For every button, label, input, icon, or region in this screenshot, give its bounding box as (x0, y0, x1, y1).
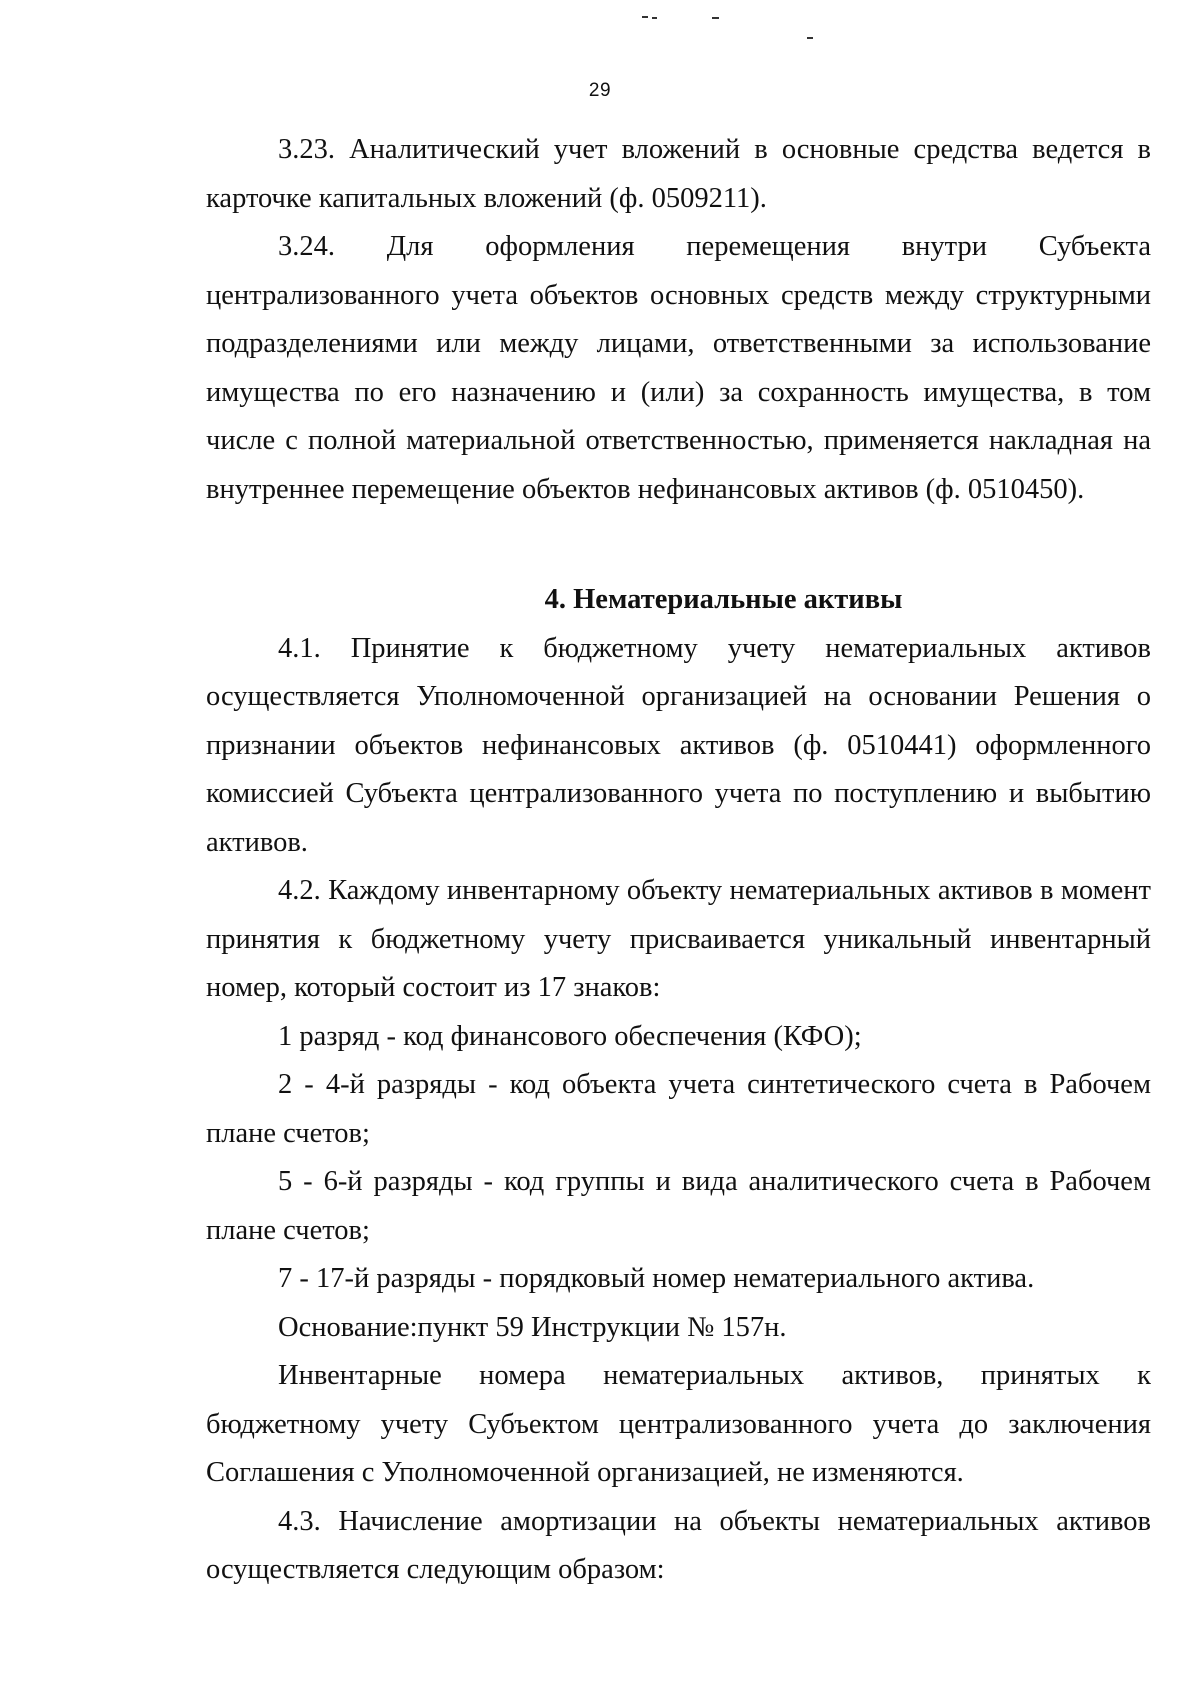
inventory-numbers-paragraph: Инвентарные номера нематериальных активов, принятых к бюджетному учету Субъектом централизованного учета до заключения Соглашения с Уполномоченной организацией, не изменяются. (206, 1360, 1151, 1488)
scan-artifact (712, 17, 719, 19)
paragraph-4-2: 4.2. Каждому инвентарному объекту нематериальных активов в момент принятия к бюджетному учету присваивается уникальный инвентарный номер, который состоит из 17 знаков: (206, 875, 1151, 1003)
page-number: 29 (588, 80, 612, 101)
digit-rule-1: 1 разряд - код финансового обеспечения (КФО); (278, 1020, 862, 1052)
section-title: 4. Нематериальные активы (544, 584, 903, 615)
document-body (206, 126, 1151, 1595)
scan-artifact (642, 16, 648, 18)
paragraph-3-24: 3.24. Для оформления перемещения внутри Субъекта централизованного учета объектов основных средств между структурными подразделениями или между лицами, ответственными за использование имущества по его назначению и (или) за сохранность имущества, в том числе с полной материальной ответственностью, применяется накладная на внутреннее перемещение объектов нефинансовых активов (ф. 0510450). (206, 231, 1151, 505)
scan-artifact (807, 37, 813, 39)
digit-rule-5-6: 5 - 6-й разряды - код группы и вида аналитического счета в Рабочем плане счетов; (206, 1166, 1151, 1246)
scan-artifact (652, 17, 657, 19)
digit-rule-2-4: 2 - 4-й разряды - код объекта учета синтетического счета в Рабочем плане счетов; (206, 1069, 1151, 1149)
paragraph-4-1: 4.1. Принятие к бюджетному учету нематериальных активов осуществляется Уполномоченной организацией на основании Решения о признании объектов нефинансовых активов (ф. 0510441) оформленного комиссией Субъекта централизованного учета по поступлению и выбытию активов. (206, 632, 1151, 858)
paragraph-4-3: 4.3. Начисление амортизации на объекты нематериальных активов осуществляется следующим образом: (206, 1505, 1151, 1585)
digit-rule-7-17: 7 - 17-й разряды - порядковый номер нематериального актива. (278, 1263, 1035, 1294)
basis-reference: Основание:пункт 59 Инструкции № 157н. (278, 1311, 787, 1343)
paragraph-3-23: 3.23. Аналитический учет вложений в основные средства ведется в карточке капитальных вложений (ф. 0509211). (206, 134, 1151, 214)
